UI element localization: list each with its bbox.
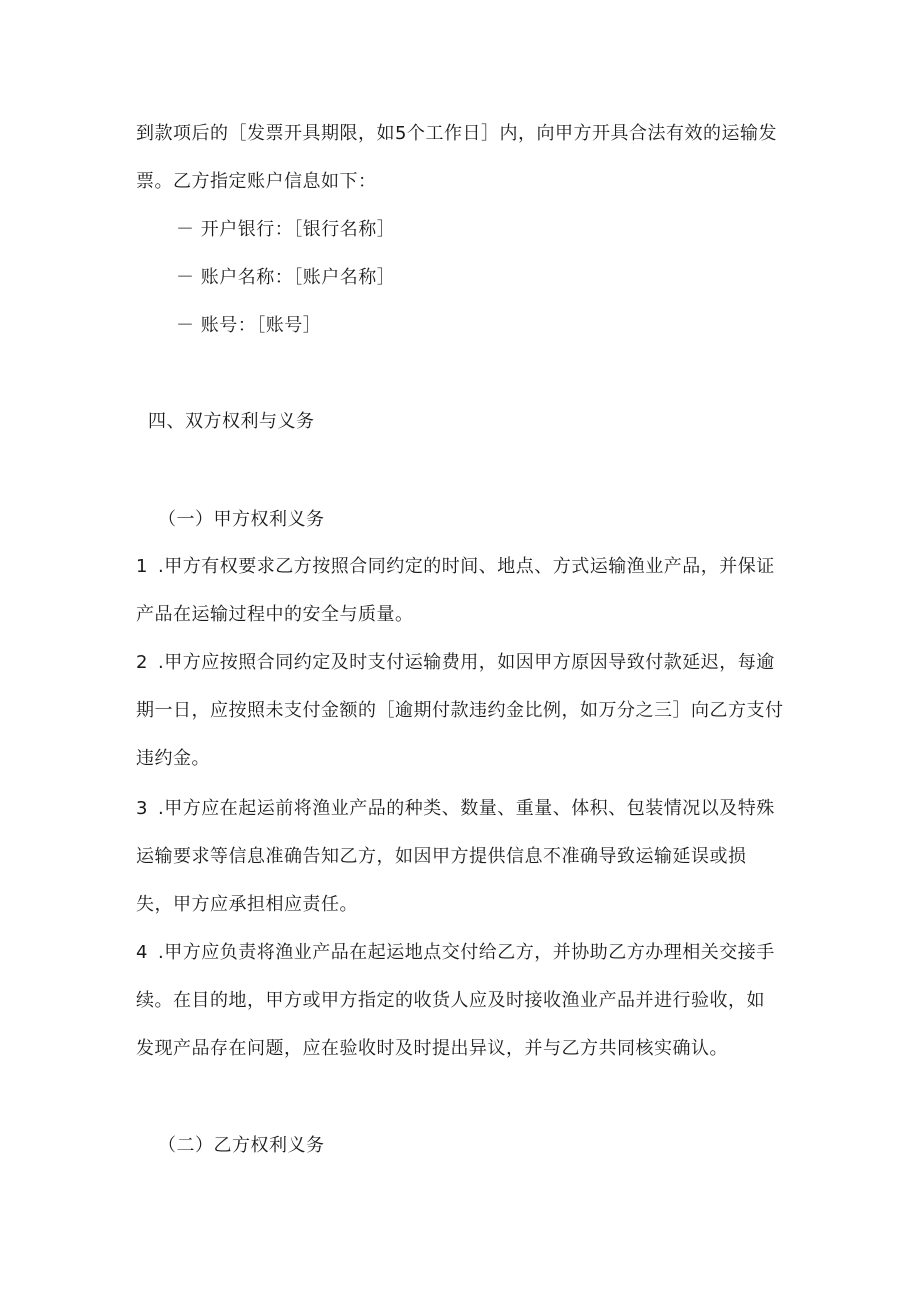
item-4-line-1: .甲方应负责将渔业产品在起运地点交付给乙方，并协助乙方办理相关交接手 [158, 942, 775, 963]
party-b-heading: （二）乙方权利义务 [158, 1135, 325, 1156]
payment-line-2: 票。乙方指定账户信息如下： [136, 171, 377, 192]
item-1-line-2: 产品在运输过程中的安全与质量。 [136, 604, 414, 625]
item-3-line-2: 运输要求等信息准确告知乙方，如因甲方提供信息不准确导致运输延误或损 [136, 846, 747, 867]
item-3-line-3: 失，甲方应承担相应责任。 [136, 894, 358, 915]
bank-name-item: － 开户银行：［银行名称］ [176, 219, 396, 240]
payment-line-1: 到款项后的［发票开具期限，如5个工作日］内，向甲方开具合法有效的运输发 [136, 123, 777, 144]
party-a-heading: （一）甲方权利义务 [158, 509, 325, 530]
account-name-item: － 账户名称：［账户名称］ [176, 267, 396, 288]
item-number: 2 [136, 652, 148, 673]
item-1-line-1: .甲方有权要求乙方按照合同约定的时间、地点、方式运输渔业产品，并保证 [158, 556, 775, 577]
item-2-line-2: 期一日，应按照未支付金额的［逾期付款违约金比例，如万分之三］向乙方支付 [136, 700, 784, 721]
section-heading: 四、双方权利与义务 [148, 411, 315, 432]
item-number: 4 [136, 942, 148, 963]
item-number: 1 [136, 556, 148, 577]
item-2-line-1: .甲方应按照合同约定及时支付运输费用，如因甲方原因导致付款延迟，每逾 [158, 652, 775, 673]
item-2-line-3: 违约金。 [136, 748, 210, 769]
item-4-line-3: 发现产品存在问题，应在验收时及时提出异议，并与乙方共同核实确认。 [136, 1038, 728, 1059]
account-number-item: － 账号：［账号］ [176, 315, 322, 336]
item-number: 3 [136, 798, 148, 819]
item-3-line-1: .甲方应在起运前将渔业产品的种类、数量、重量、体积、包装情况以及特殊 [158, 798, 775, 819]
item-4-line-2: 续。在目的地，甲方或甲方指定的收货人应及时接收渔业产品并进行验收，如 [136, 990, 765, 1011]
